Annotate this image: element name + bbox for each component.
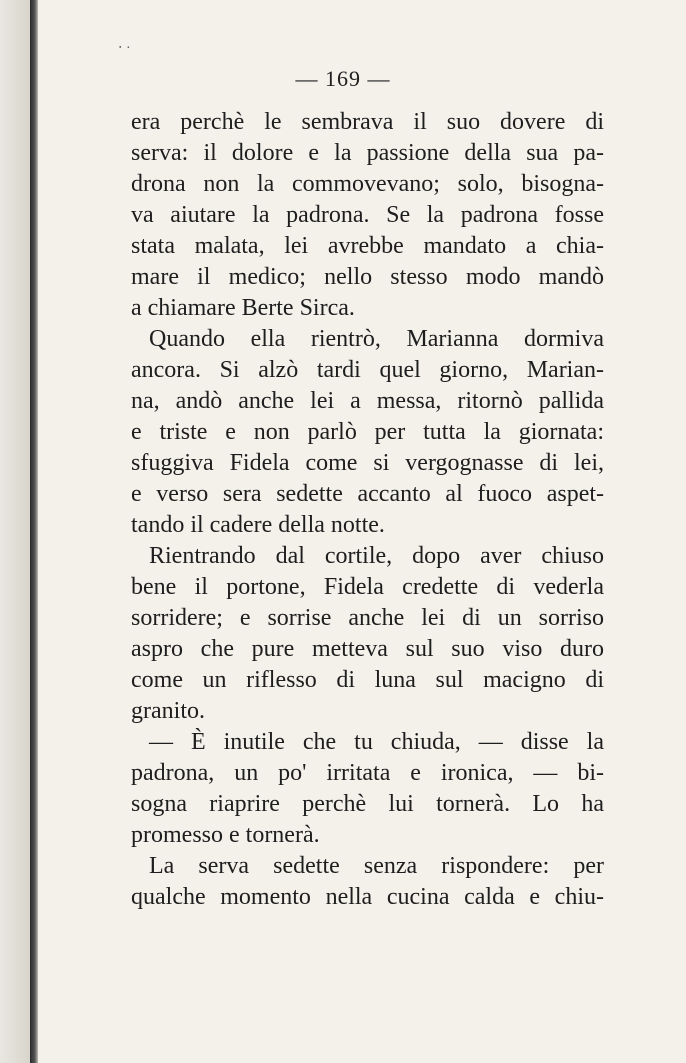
text-line: — È inutile che tu chiuda, — disse la — [149, 729, 604, 755]
text-line: bene il portone, Fidela credette di vederla — [131, 574, 604, 600]
text-line: era perchè le sembrava il suo dovere di — [131, 109, 604, 135]
text-line: e verso sera sedette accanto al fuoco aspet- — [131, 481, 604, 507]
page-number: — 169 — — [295, 66, 391, 91]
text-line: drona non la commovevano; solo, bisogna- — [131, 171, 604, 197]
text-line: Quando ella rientrò, Marianna dormiva — [149, 326, 604, 352]
text-line: sfuggiva Fidela come si vergognasse di lei, — [131, 450, 604, 476]
print-speck: ‧ · — [118, 41, 131, 56]
text-line: sorridere; e sorrise anche lei di un sorriso — [131, 605, 604, 631]
text-line: mare il medico; nello stesso modo mandò — [131, 264, 604, 290]
text-line: sogna riaprire perchè lui tornerà. Lo ha — [131, 791, 604, 817]
text-line: serva: il dolore e la passione della sua pa- — [131, 140, 604, 166]
page-gutter — [0, 0, 30, 1063]
text-line: tando il cadere della notte. — [131, 512, 385, 538]
text-line: va aiutare la padrona. Se la padrona fosse — [131, 202, 604, 228]
text-line: granito. — [131, 698, 205, 724]
text-line: qualche momento nella cucina calda e chiu- — [131, 884, 604, 910]
text-line: a chiamare Berte Sirca. — [131, 295, 355, 321]
text-line: La serva sedette senza rispondere: per — [149, 853, 604, 879]
book-spine — [30, 0, 38, 1063]
text-line: promesso e tornerà. — [131, 822, 320, 848]
text-line: stata malata, lei avrebbe mandato a chia- — [131, 233, 604, 259]
text-line: padrona, un po' irritata e ironica, — bi- — [131, 760, 604, 786]
body-text — [131, 107, 604, 913]
text-line: ancora. Si alzò tardi quel giorno, Marian- — [131, 357, 604, 383]
text-line: na, andò anche lei a messa, ritornò pallida — [131, 388, 604, 414]
text-line: come un riflesso di luna sul macigno di — [131, 667, 604, 693]
text-line: aspro che pure metteva sul suo viso duro — [131, 636, 604, 662]
text-line: Rientrando dal cortile, dopo aver chiuso — [149, 543, 604, 569]
text-line: e triste e non parlò per tutta la giornata: — [131, 419, 604, 445]
